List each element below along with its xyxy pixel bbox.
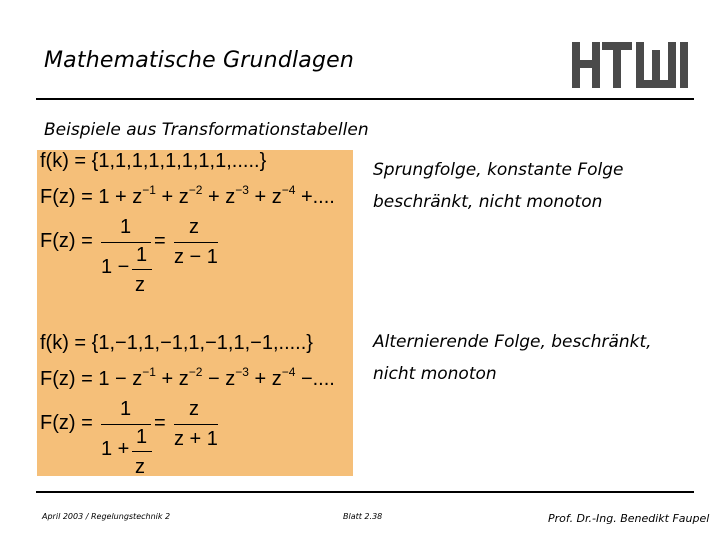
inner-denominator-2: z [135,456,145,478]
description-1 [373,154,624,218]
inner-numerator-1: 1 [136,244,148,266]
footer-date-course: April 2003 / Regelungstechnik 2 [42,512,171,521]
description-1-line-2: beschränkt, nicht monoton [373,192,603,212]
frac2-numerator-1: z [189,216,199,238]
frac2-denominator-2: z + 1 [174,428,218,450]
frac2-bar-2 [174,424,218,425]
closed-form-lhs-1: F(z) = [40,230,93,252]
inner-bar-2 [132,451,152,452]
series-expansion-2: $F(z) = 1 - z^{-1} + z^{-2} - z^{-3} + z^{-4}$ −.... [40,365,335,390]
description-2-line-2: nicht monoton [373,364,497,384]
footer-author: Prof. Dr.-Ing. Benedikt Faupel [548,512,710,525]
frac2-bar-1 [174,242,218,243]
frac1-denominator-2: 1 + [101,438,130,460]
series-expansion-1: $F(z) = 1 + z^{-1} + z^{-2} + z^{-3} + z^{-4}$ +.... [40,183,335,208]
frac2-numerator-2: z [189,398,199,420]
description-1-line-1: Sprungfolge, konstante Folge [373,160,624,180]
frac1-numerator-2: 1 [120,398,132,420]
description-2 [373,326,652,390]
sequence-definition-1: f(k) = {1,1,1,1,1,1,1,1,.....} [40,150,267,172]
title-divider [36,98,694,100]
inner-bar-1 [132,269,152,270]
description-2-line-1: Alternierende Folge, beschränkt, [373,332,652,352]
inner-numerator-2: 1 [136,426,148,448]
frac2-denominator-1: z − 1 [174,246,218,268]
frac1-bar-2 [101,424,151,425]
frac1-bar-1 [101,242,151,243]
sequence-definition-2: f(k) = {1,−1,1,−1,1,−1,1,−1,.....} [40,332,313,354]
inner-denominator-1: z [135,274,145,296]
footer-page-number: Blatt 2.38 [343,512,383,521]
footer-divider [36,491,694,493]
equals-1: = [154,230,166,252]
section-subtitle: Beispiele aus Transformationstabellen [44,120,369,140]
slide-title: Mathematische Grundlagen [44,48,355,73]
frac1-denominator-1: 1 − [101,256,130,278]
closed-form-lhs-2: F(z) = [40,412,93,434]
frac1-numerator-1: 1 [120,216,132,238]
equals-2: = [154,412,166,434]
htw-logo [572,40,692,90]
